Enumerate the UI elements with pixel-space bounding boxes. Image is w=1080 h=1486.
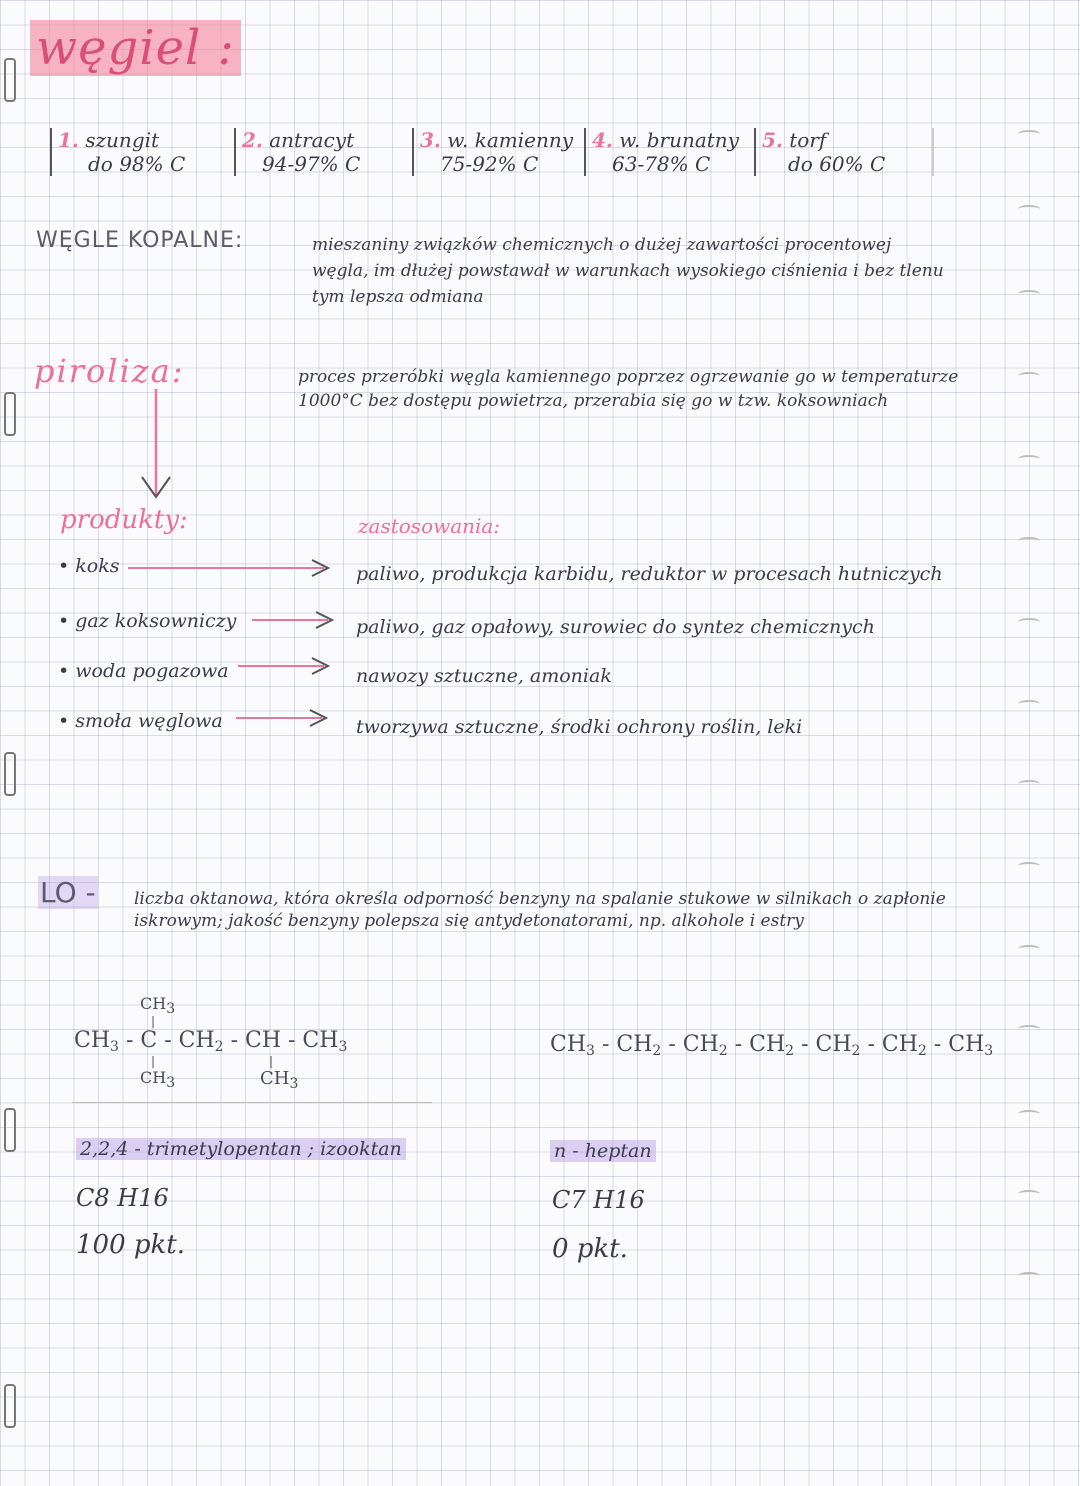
punch-hole bbox=[1018, 1110, 1040, 1118]
coal-content: 63-78% C bbox=[612, 152, 711, 176]
piroliza-heading: piroliza: bbox=[34, 352, 185, 390]
lo-abbrev: LO - bbox=[40, 876, 96, 909]
punch-hole bbox=[1018, 862, 1040, 870]
punch-hole bbox=[1018, 1025, 1040, 1033]
piroliza-definition: proces przeróbki węgla kamiennego poprzez ogrzewanie go w temperaturze 1000°C bez dostępu powietrza, przerabia się go w tzw. koksowniach bbox=[298, 367, 959, 411]
binder-ring bbox=[4, 752, 16, 796]
zastosowania-heading: zastosowania: bbox=[358, 514, 501, 538]
coal-number: 1. bbox=[58, 128, 79, 152]
punch-hole bbox=[1018, 537, 1040, 545]
product-name: gaz koksowniczy bbox=[75, 610, 237, 632]
punch-hole bbox=[1018, 130, 1040, 138]
isooctane-points: 100 pkt. bbox=[76, 1230, 186, 1260]
lo-heading bbox=[38, 876, 98, 909]
title-text: węgiel : bbox=[30, 20, 241, 76]
coal-content: 94-97% C bbox=[262, 152, 361, 176]
heptane-structure: $CH_3 - CH_2 - CH_2 - CH_2 - CH_2 - CH_2 - CH_3$ bbox=[550, 1032, 994, 1059]
coal-number: 2. bbox=[242, 128, 263, 152]
isooctane-formula: C8 H16 bbox=[76, 1184, 169, 1212]
punch-hole bbox=[1018, 372, 1040, 380]
coal-name: w. brunatny bbox=[619, 128, 739, 152]
coal-item bbox=[50, 128, 238, 176]
product-item: • woda pogazowa bbox=[58, 660, 229, 682]
coal-name: szungit bbox=[85, 128, 160, 152]
binder-ring bbox=[4, 392, 16, 436]
coal-name: torf bbox=[789, 128, 827, 152]
punch-hole bbox=[1018, 1272, 1040, 1280]
product-use: paliwo, produkcja karbidu, reduktor w procesach hutniczych bbox=[356, 563, 943, 585]
heptane-name-text: n - heptan bbox=[550, 1140, 656, 1162]
coal-item bbox=[412, 128, 590, 176]
punch-hole bbox=[1018, 290, 1040, 298]
coal-content: do 60% C bbox=[788, 152, 886, 176]
punch-hole bbox=[1018, 780, 1040, 788]
wegle-kopalne-definition: mieszaniny związków chemicznych o dużej zawartości procentowej węgla, im dłużej powstawał w warunkach wysokiego ciśnienia i bez tlenu tym lepsza odmiana bbox=[312, 235, 944, 307]
product-item: • koks bbox=[58, 555, 120, 577]
divider-line bbox=[72, 1102, 432, 1103]
lo-definition: liczba oktanowa, która określa odporność benzyny na spalanie stukowe w silnikach o zapłonie iskrowym; jakość benzyny polepsza się antydetonatorami, np. alkohole i estry bbox=[134, 889, 946, 931]
binder-ring bbox=[4, 1384, 16, 1428]
right-arrow-icon bbox=[238, 654, 338, 678]
coal-content: do 98% C bbox=[88, 152, 186, 176]
punch-hole bbox=[1018, 618, 1040, 626]
coal-name: w. kamienny bbox=[447, 128, 574, 152]
coal-item bbox=[754, 128, 934, 176]
product-name: woda pogazowa bbox=[75, 660, 229, 682]
isooctane-name-text: 2,2,4 - trimetylopentan ; izooktan bbox=[76, 1138, 406, 1160]
punch-hole bbox=[1018, 205, 1040, 213]
right-arrow-icon bbox=[236, 706, 336, 730]
binder-ring bbox=[4, 1108, 16, 1152]
product-name: koks bbox=[75, 555, 120, 577]
heptane-points: 0 pkt. bbox=[552, 1234, 628, 1264]
right-arrow-icon bbox=[128, 556, 338, 580]
punch-hole bbox=[1018, 700, 1040, 708]
punch-hole bbox=[1018, 1190, 1040, 1198]
page-title bbox=[30, 20, 241, 76]
wegle-kopalne-heading: WĘGLE KOPALNE: bbox=[36, 228, 244, 253]
isooctane-name bbox=[76, 1138, 406, 1160]
product-use: tworzywa sztuczne, środki ochrony roślin, leki bbox=[356, 716, 803, 738]
coal-types-row bbox=[50, 128, 930, 188]
right-arrow-icon bbox=[252, 608, 342, 632]
coal-item bbox=[584, 128, 757, 176]
product-name: smoła węglowa bbox=[75, 710, 223, 732]
product-use: nawozy sztuczne, amoniak bbox=[356, 665, 612, 687]
product-use: paliwo, gaz opałowy, surowiec do syntez chemicznych bbox=[356, 616, 875, 638]
coal-number: 4. bbox=[592, 128, 613, 152]
down-arrow-icon bbox=[136, 385, 176, 505]
product-item: • smoła węglowa bbox=[58, 710, 223, 732]
produkty-heading: produkty: bbox=[60, 505, 188, 535]
coal-item bbox=[234, 128, 417, 176]
binder-ring bbox=[4, 58, 16, 102]
coal-name: antracyt bbox=[269, 128, 355, 152]
coal-number: 5. bbox=[762, 128, 783, 152]
coal-number: 3. bbox=[420, 128, 441, 152]
isooctane-structure: CH3 | $CH_3$ - C - $CH_2$ - CH - $CH_3$ | CH3 | $CH_3$ bbox=[74, 994, 348, 1092]
coal-content: 75-92% C bbox=[440, 152, 539, 176]
heptane-formula: C7 H16 bbox=[552, 1186, 645, 1214]
product-item: • gaz koksowniczy bbox=[58, 610, 237, 632]
heptane-name bbox=[550, 1140, 656, 1162]
punch-hole bbox=[1018, 455, 1040, 463]
punch-hole bbox=[1018, 945, 1040, 953]
